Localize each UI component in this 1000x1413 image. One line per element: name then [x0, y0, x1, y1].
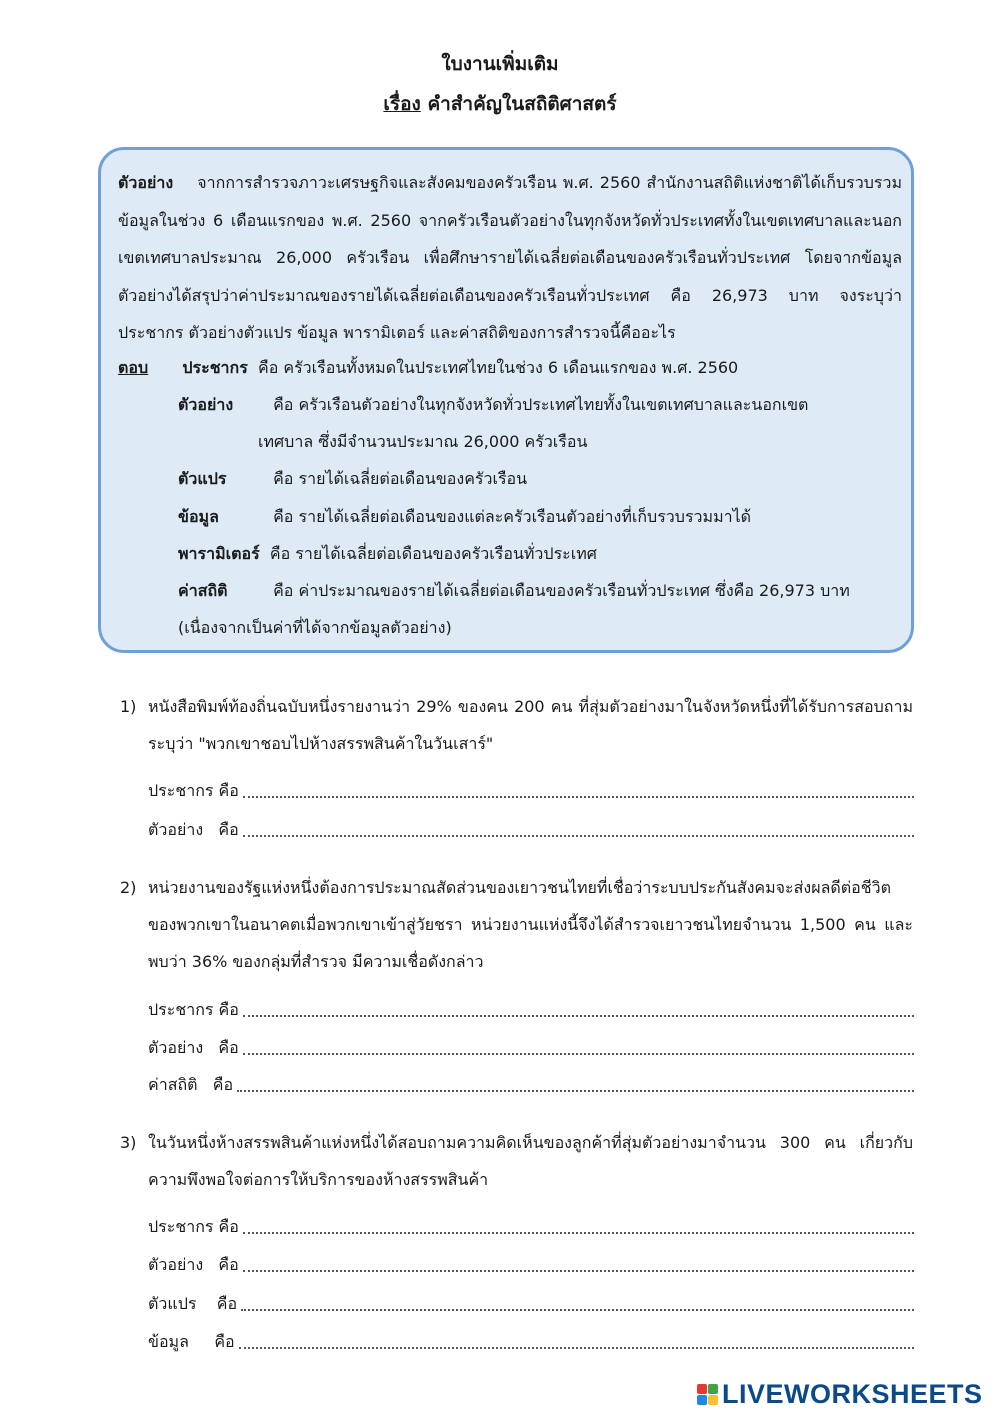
field-label: ตัวแปร คือ: [148, 1294, 238, 1313]
example-label: ตัวอย่าง: [118, 173, 174, 192]
sample-def-1: คือ ครัวเรือนตัวอย่างในทุกจังหวัดทั่วประเทศไทยทั้งในเขตเทศบาลและนอกเขต: [273, 395, 809, 414]
answer-sample-row: [178, 393, 808, 417]
answer-field-statistic[interactable]: [148, 1073, 914, 1097]
subject-label: เรื่อง: [383, 93, 421, 115]
answer-field-population[interactable]: [148, 1215, 914, 1239]
statistic-def-2: (เนื่องจากเป็นค่าที่ได้จากข้อมูลตัวอย่าง): [178, 618, 452, 637]
example-text: จากการสำรวจภาวะเศรษฐกิจและสังคมของครัวเรือน พ.ศ. 2560 สำนักงานสถิติแห่งชาติได้เก็บรวบรวมข้อมูลในช่วง 6 เดือนแรกของ พ.ศ. 2560 จากครัวเรือนตัวอย่างในทุกจังหวัดทั่วประเทศทั้งในเขตเทศบาลและนอกเขตเทศบาลประมาณ 26,000 ครัวเรือน เพื่อศึกษารายได้เฉลี่ยต่อเดือนของครัวเรือนทั่วประเทศ โดยจากข้อมูลตัวอย่างได้สรุปว่าค่าประมาณของรายได้เฉลี่ยต่อเดือนของครัวเรือนทั่วประเทศ คือ 26,973 บาท จงระบุว่าประชากร ตัวอย่างตัวแปร ข้อมูล พารามิเตอร์ และค่าสถิติของการสำรวจนี้คืออะไร: [118, 173, 903, 342]
variable-term: ตัวแปร: [178, 469, 227, 488]
mark-square: [708, 1395, 718, 1405]
answer-parameter-row: [178, 542, 597, 566]
field-label: ประชากร คือ: [148, 1217, 239, 1236]
mark-square: [697, 1384, 707, 1394]
worksheet-title: ใบงานเพิ่มเติม: [441, 53, 559, 75]
field-label: ประชากร คือ: [148, 781, 239, 800]
answer-variable-row: [178, 467, 527, 491]
question-text: หนังสือพิมพ์ท้องถิ่นฉบับหนึ่งรายงานว่า 29% ของคน 200 คน ที่สุ่มตัวอย่างมาในจังหวัดหนึ่งที่ได้รับการสอบถาม ระบุว่า "พวกเขาชอบไปห้างสรรพสินค้าในวันเสาร์": [148, 697, 913, 753]
data-def: คือ รายได้เฉลี่ยต่อเดือนของแต่ละครัวเรือนตัวอย่างที่เก็บรวบรวมมาได้: [273, 507, 752, 526]
answer-statistic-row: [178, 579, 850, 603]
question-number: 1): [120, 697, 137, 716]
answer-field-population[interactable]: [148, 779, 914, 803]
example-paragraph: [118, 164, 902, 352]
answer-field-variable[interactable]: [148, 1292, 914, 1316]
field-label: ข้อมูล คือ: [148, 1332, 235, 1351]
answer-field-sample[interactable]: [148, 1253, 914, 1277]
variable-def: คือ รายได้เฉลี่ยต่อเดือนของครัวเรือน: [273, 469, 528, 488]
worksheet-subject: [0, 90, 1000, 118]
question-text: ในวันหนึ่งห้างสรรพสินค้าแห่งหนึ่งได้สอบถามความคิดเห็นของลูกค้าที่สุ่มตัวอย่างมาจำนวน 300 คน เกี่ยวกับความพึงพอใจต่อการให้บริการของห้างสรรพสินค้า: [148, 1133, 913, 1189]
population-term: ประชากร: [182, 358, 248, 377]
sample-term: ตัวอย่าง: [178, 395, 234, 414]
answer-label: ตอบ: [118, 358, 149, 377]
answer-field-population[interactable]: [148, 998, 914, 1022]
parameter-term: พารามิเตอร์: [178, 544, 260, 563]
field-label: ค่าสถิติ คือ: [148, 1075, 234, 1094]
liveworksheets-mark-icon: [697, 1384, 718, 1405]
question-number: 2): [120, 878, 137, 897]
statistic-term: ค่าสถิติ: [178, 581, 228, 600]
answer-data-row: [178, 505, 751, 529]
answer-field-sample[interactable]: [148, 1036, 914, 1060]
answer-field-data[interactable]: [148, 1330, 914, 1354]
field-label: ตัวอย่าง คือ: [148, 1038, 239, 1057]
question-text: หน่วยงานของรัฐแห่งหนึ่งต้องการประมาณสัดส่วนของเยาวชนไทยที่เชื่อว่าระบบประกันสังคมจะส่งผลดีต่อชีวิตของพวกเขาในอนาคตเมื่อพวกเขาเข้าสู่วัยชรา หน่วยงานแห่งนี้จึงได้สำรวจเยาวชนไทยจำนวน 1,500 คน และพบว่า 36% ของกลุ่มที่สำรวจ มีความเชื่อดังกล่าว: [148, 878, 913, 971]
sample-def-2: เทศบาล ซึ่งมีจำนวนประมาณ 26,000 ครัวเรือน: [258, 432, 588, 451]
question-number: 3): [120, 1133, 137, 1152]
answer-population-row: [118, 356, 738, 380]
liveworksheets-logo[interactable]: [697, 1377, 983, 1411]
mark-square: [697, 1395, 707, 1405]
liveworksheets-wordmark: LIVEWORKSHEETS: [722, 1378, 983, 1409]
mark-square: [708, 1384, 718, 1394]
population-def: คือ ครัวเรือนทั้งหมดในประเทศไทยในช่วง 6 เดือนแรกของ พ.ศ. 2560: [257, 358, 739, 377]
field-label: ประชากร คือ: [148, 1000, 239, 1019]
subject-text: คำสำคัญในสถิติศาสตร์: [427, 93, 617, 115]
field-label: ตัวอย่าง คือ: [148, 1255, 239, 1274]
data-term: ข้อมูล: [178, 507, 219, 526]
answer-field-sample[interactable]: [148, 818, 914, 842]
parameter-def: คือ รายได้เฉลี่ยต่อเดือนของครัวเรือนทั่วประเทศ: [269, 544, 597, 563]
field-label: ตัวอย่าง คือ: [148, 820, 239, 839]
statistic-def-1: คือ ค่าประมาณของรายได้เฉลี่ยต่อเดือนของครัวเรือนทั่วประเทศ ซึ่งคือ 26,973 บาท: [273, 581, 850, 600]
